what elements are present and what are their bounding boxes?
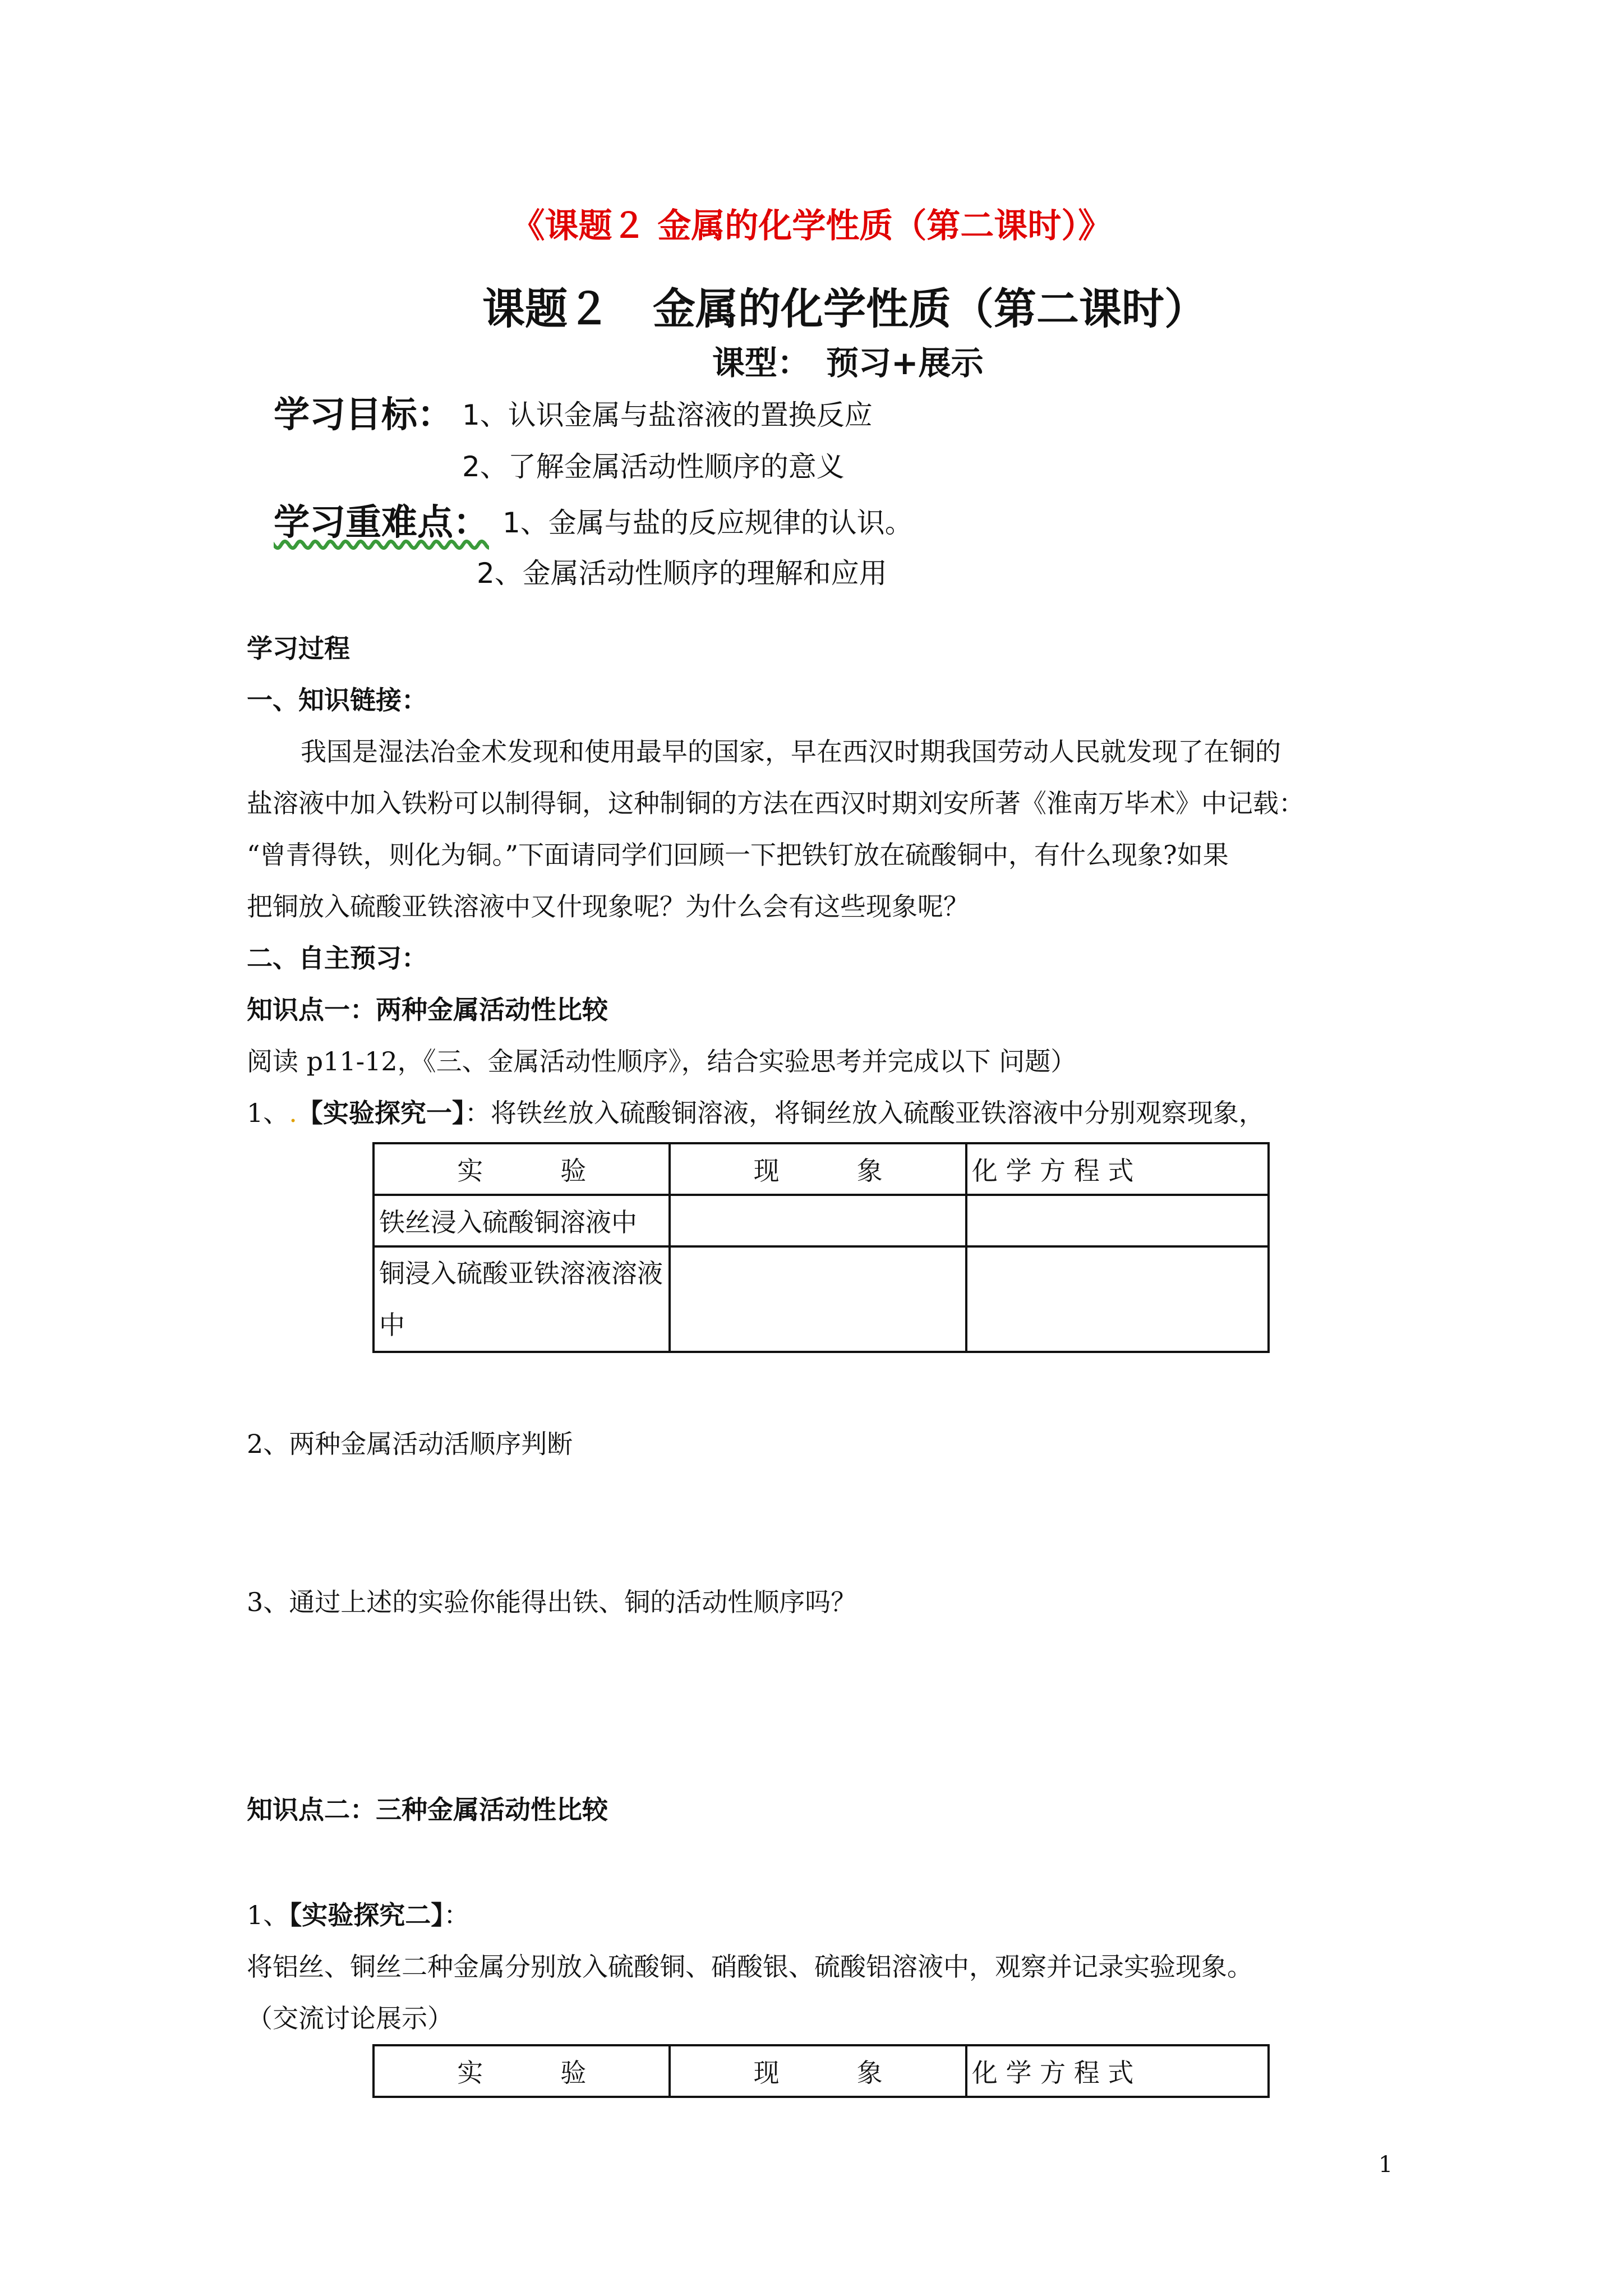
experiment2-line: 1、【实验探究二】： (247, 1900, 470, 1930)
section1-heading: 一、知识链接： (247, 685, 427, 715)
reading-instruction: 阅读 p11-12，《三、金属活动性顺序》，结合实验思考并完成以下 问题） (247, 1046, 1077, 1076)
table1-header-phenomenon: 现 象 (670, 1143, 966, 1195)
page-number: 1 (1378, 2152, 1393, 2178)
table1-header-row (374, 1143, 1269, 1195)
table1-header-equation: 化 学 方 程 式 (966, 1143, 1269, 1195)
section1-line-3: “曾青得铁，则化为铜。”下面请同学们回顾一下把铁钉放在硫酸铜中，有什么现象?如果 (247, 840, 1229, 870)
table1-row2-equation[interactable] (966, 1246, 1269, 1352)
section1-line-4: 把铜放入硫酸亚铁溶液中又什现象呢？为什么会有这些现象呢？ (247, 891, 969, 922)
key-point-item-2: 2、金属活动性顺序的理解和应用 (477, 557, 887, 590)
table1-row1-phenomenon[interactable] (670, 1195, 966, 1246)
section1-line-2: 盐溶液中加入铁粉可以制得铜，这种制铜的方法在西汉时期刘安所著《淮南万毕术》中记载： (247, 788, 1304, 818)
experiment2-table (372, 2044, 1270, 2098)
table-row (374, 1195, 1269, 1246)
key-points-label: 学习重难点： (274, 502, 489, 544)
table2-header-experiment: 实 验 (374, 2045, 670, 2097)
question-2: 2、两种金属活动活顺序判断 (247, 1429, 573, 1459)
key-point-item-1: 1、金属与盐的反应规律的认识。 (502, 507, 913, 539)
table1-row1-experiment: 铁丝浸入硫酸铜溶液中 (374, 1195, 670, 1246)
table-row (374, 1246, 1269, 1352)
goal-item-2: 2、了解金属活动性顺序的意义 (462, 450, 845, 483)
section1-line-1: 我国是湿法冶金术发现和使用最早的国家，早在西汉时期我国劳动人民就发现了在铜的 (301, 737, 1281, 767)
section2-heading: 二、自主预习： (247, 943, 427, 973)
table2-header-row (374, 2045, 1269, 2097)
experiment2-description: 将铝丝、铜丝二种金属分别放入硫酸铜、硝酸银、硫酸铝溶液中，观察并记录实验现象。 (247, 1952, 1253, 1982)
table1-header-experiment: 实 验 (374, 1143, 670, 1195)
experiment1-line: 1、.【实验探究一】：将铁丝放入硫酸铜溶液，将铜丝放入硫酸亚铁溶液中分别观察现象， (247, 1098, 1265, 1128)
table1-row2-experiment: 铜浸入硫酸亚铁溶液溶液中 (374, 1246, 670, 1352)
course-type: 课型： 预习+展示 (712, 344, 984, 382)
lesson-title: 课题２ 金属的化学性质（第二课时） (482, 284, 1207, 334)
table1-row2-phenomenon[interactable] (670, 1246, 966, 1352)
process-heading: 学习过程 (247, 633, 350, 664)
table1-row1-equation[interactable] (966, 1195, 1269, 1246)
table2-header-phenomenon: 现 象 (670, 2045, 966, 2097)
table2-header-equation: 化 学 方 程 式 (966, 2045, 1269, 2097)
question-3: 3、通过上述的实验你能得出铁、铜的活动性顺序吗？ (247, 1587, 857, 1617)
document-title: 《课题２ 金属的化学性质（第二课时）》 (511, 206, 1112, 246)
experiment2-note: （交流讨论展示） (247, 2003, 453, 2033)
goals-label: 学习目标： (274, 394, 453, 436)
goal-item-1: 1、认识金属与盐溶液的置换反应 (462, 399, 873, 431)
experiment1-table (372, 1142, 1270, 1353)
kp1-heading: 知识点一：两种金属活动性比较 (247, 995, 608, 1025)
kp2-heading: 知识点二：三种金属活动性比较 (247, 1795, 608, 1825)
